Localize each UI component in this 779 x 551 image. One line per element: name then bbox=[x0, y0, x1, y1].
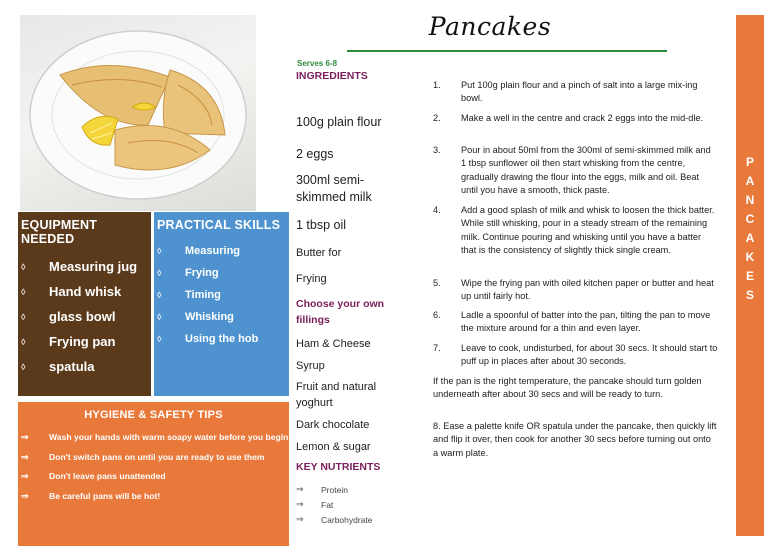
method-step: 7. Leave to cook, undisturbed, for about 30 secs. It should start to puff up in places after about 30 seconds. bbox=[433, 343, 718, 367]
diamond-bullet-icon: ◊ bbox=[157, 334, 162, 344]
banner-letter: C bbox=[745, 212, 755, 226]
ingredient-item: Frying bbox=[296, 273, 327, 285]
equipment-item: ◊ Hand whisk bbox=[18, 279, 151, 304]
skill-item: ◊ Measuring bbox=[154, 240, 289, 262]
method-step: 3. Pour in about 50ml from the 300ml of semi-skimmed milk and 1 tbsp sunflower oil then start whisking from the centre, gradually drawing the flour into the eggs, milk and oil. Beat until you have a smooth, thick paste. bbox=[433, 145, 711, 196]
ingredient-item: 300ml semi-skimmed milk bbox=[296, 173, 372, 204]
method-step-8: 8. Ease a palette knife OR spatula under the pancake, then quickly lift and flip it over, then cook for another 30 secs before turning out onto a warm plate. bbox=[433, 421, 717, 458]
arrow-bullet-icon: ⇒ bbox=[21, 471, 29, 481]
banner-letters bbox=[736, 153, 764, 305]
diamond-bullet-icon: ◊ bbox=[157, 268, 162, 278]
pancake-plate-illustration bbox=[20, 15, 256, 211]
banner-letter: A bbox=[745, 174, 755, 188]
skill-item: ◊ Frying bbox=[154, 262, 289, 284]
nutrients-heading: KEY NUTRIENTS bbox=[296, 461, 381, 473]
ingredient-item: 2 eggs bbox=[296, 147, 334, 161]
hygiene-safety-panel bbox=[18, 402, 289, 546]
filling-item: Fruit and natural yoghurt bbox=[296, 381, 377, 409]
ingredient-item: 1 tbsp oil bbox=[296, 218, 347, 232]
equipment-panel bbox=[18, 212, 151, 396]
equipment-list bbox=[18, 254, 151, 379]
title-divider bbox=[347, 50, 667, 52]
hygiene-list bbox=[18, 431, 289, 503]
arrow-bullet-icon: ⇒ bbox=[21, 432, 29, 442]
equipment-heading: EQUIPMENT NEEDED bbox=[21, 218, 98, 246]
banner-letter: P bbox=[745, 155, 754, 169]
method-note: If the pan is the right temperature, the pancake should turn golden underneath after about 30 secs and will be ready to turn. bbox=[433, 376, 702, 400]
diamond-bullet-icon: ◊ bbox=[157, 312, 162, 322]
arrow-bullet-icon: ⇒ bbox=[296, 499, 304, 509]
pancake-photo bbox=[20, 15, 256, 211]
arrow-bullet-icon: ⇒ bbox=[296, 484, 304, 494]
nutrients-list bbox=[296, 482, 373, 527]
hygiene-tip: ⇒ Be careful pans will be hot! bbox=[18, 490, 289, 504]
hygiene-tip: ⇒ Don't switch pans on until you are ready to use them bbox=[18, 451, 289, 465]
fillings-heading: Choose your own fillings bbox=[296, 298, 385, 326]
filling-item: Lemon & sugar bbox=[296, 441, 371, 453]
banner-letter: K bbox=[745, 250, 755, 264]
filling-item: Ham & Cheese bbox=[296, 338, 371, 350]
method-step: 5. Wipe the frying pan with oiled kitchen paper or butter and heat up until fairly hot. bbox=[433, 278, 714, 302]
hygiene-tip: ⇒ Don't leave pans unattended bbox=[18, 470, 289, 484]
equipment-item: ◊ spatula bbox=[18, 354, 151, 379]
equipment-item: ◊ glass bowl bbox=[18, 304, 151, 329]
nutrient-item: ⇒ Protein bbox=[296, 484, 348, 495]
practical-skills-panel bbox=[154, 212, 289, 396]
arrow-bullet-icon: ⇒ bbox=[21, 451, 29, 462]
serves-label: Serves 6-8 bbox=[297, 59, 338, 68]
nutrient-item: ⇒ Carbohydrate bbox=[296, 514, 373, 525]
banner-letter: E bbox=[745, 269, 754, 283]
banner-letter: N bbox=[745, 193, 755, 207]
nutrient-item: ⇒ Fat bbox=[296, 499, 334, 510]
hygiene-tip: ⇒ Wash your hands with warm soapy water before you begin bbox=[18, 431, 289, 445]
filling-item: Dark chocolate bbox=[296, 419, 370, 431]
side-banner bbox=[736, 15, 764, 536]
hygiene-heading: HYGIENE & SAFETY TIPS bbox=[84, 409, 223, 421]
diamond-bullet-icon: ◊ bbox=[21, 336, 26, 347]
diamond-bullet-icon: ◊ bbox=[157, 290, 162, 300]
skill-item: ◊ Using the hob bbox=[154, 328, 289, 350]
arrow-bullet-icon: ⇒ bbox=[296, 514, 304, 524]
ingredients-heading: INGREDIENTS bbox=[296, 70, 368, 82]
skill-item: ◊ Timing bbox=[154, 284, 289, 306]
diamond-bullet-icon: ◊ bbox=[157, 246, 162, 256]
skill-item: ◊ Whisking bbox=[154, 306, 289, 328]
method-step: 1. Put 100g plain flour and a pinch of salt into a large mix-ing bowl. bbox=[433, 80, 698, 104]
skills-heading: PRACTICAL SKILLS bbox=[157, 218, 281, 232]
arrow-bullet-icon: ⇒ bbox=[21, 490, 29, 501]
diamond-bullet-icon: ◊ bbox=[21, 286, 26, 297]
filling-item: Syrup bbox=[296, 360, 325, 372]
equipment-item: ◊ Frying pan bbox=[18, 329, 151, 354]
ingredient-item: Butter for bbox=[296, 247, 342, 259]
diamond-bullet-icon: ◊ bbox=[21, 261, 26, 272]
equipment-item: ◊ Measuring jug bbox=[18, 254, 151, 279]
ingredient-item: 100g plain flour bbox=[296, 115, 382, 129]
diamond-bullet-icon: ◊ bbox=[21, 311, 26, 322]
page-title: Pancakes bbox=[428, 12, 552, 41]
diamond-bullet-icon: ◊ bbox=[21, 361, 26, 372]
method-step: 4. Add a good splash of milk and whisk to loosen the thick batter. While still whisking, pour in a steady stream of the remaining milk. Continue pouring and whisking until you have a batter that is the consistency of slightly thick single cream. bbox=[433, 205, 715, 256]
banner-letter: S bbox=[745, 288, 754, 302]
method-step: 2. Make a well in the centre and crack 2 eggs into the mid-dle. bbox=[433, 113, 704, 123]
skills-list bbox=[154, 240, 289, 350]
banner-letter: A bbox=[745, 231, 755, 245]
method-step: 6. Ladle a spoonful of batter into the pan, tilting the pan to move the mixture around for a thin and even layer. bbox=[433, 310, 711, 334]
